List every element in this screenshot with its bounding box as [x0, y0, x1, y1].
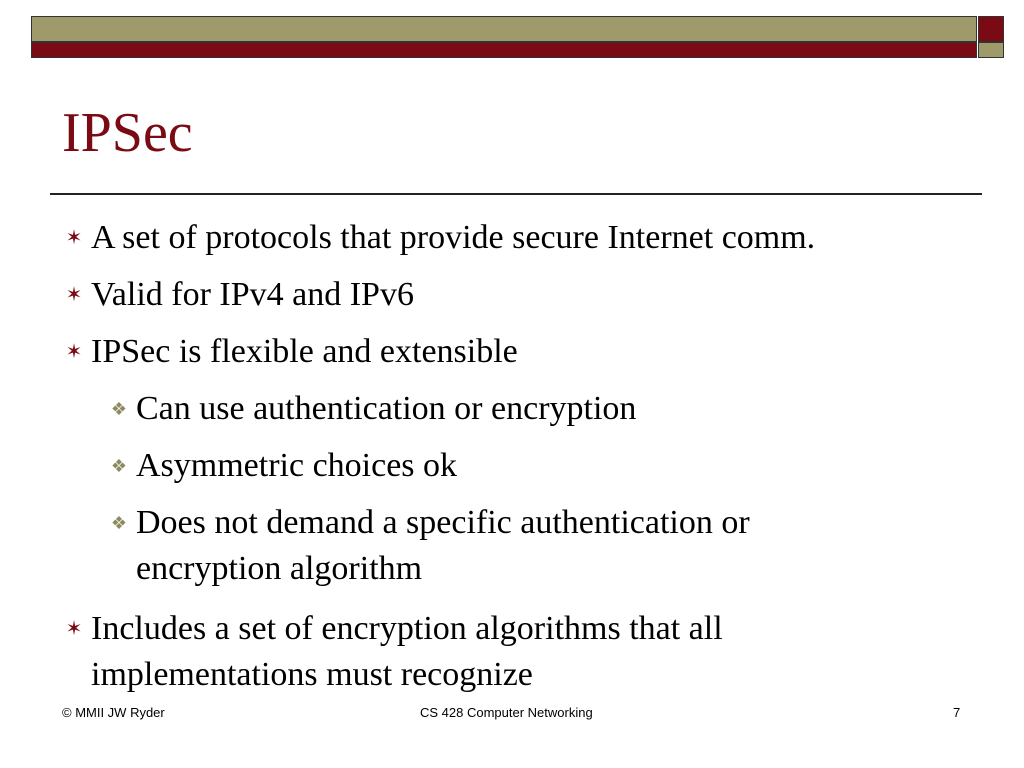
- bullet-text: Does not demand a specific authentication or encryption algorithm: [136, 504, 750, 587]
- star-bullet-icon: ✶: [65, 227, 83, 249]
- sub-bullet-item: [104, 500, 864, 592]
- diamond-bullet-icon: ❖: [110, 399, 128, 419]
- bullet-item: [57, 606, 857, 698]
- star-bullet-icon: ✶: [65, 618, 83, 640]
- footer-page-number: 7: [953, 705, 961, 720]
- footer-course-title: CS 428 Computer Networking: [420, 705, 593, 720]
- title-divider: [50, 193, 982, 195]
- olive-square: [978, 42, 1004, 58]
- maroon-stripe: [31, 42, 977, 58]
- bullet-text: IPSec is flexible and extensible: [91, 333, 518, 370]
- diamond-bullet-icon: ❖: [110, 456, 128, 476]
- olive-stripe: [31, 16, 977, 42]
- star-bullet-icon: ✶: [65, 341, 83, 363]
- star-bullet-icon: ✶: [65, 284, 83, 306]
- sub-bullet-item: [104, 443, 964, 489]
- bullet-item: [57, 215, 957, 261]
- diamond-bullet-icon: ❖: [110, 513, 128, 533]
- bullet-item: [57, 329, 957, 375]
- footer-copyright: © MMII JW Ryder: [62, 705, 165, 720]
- maroon-square: [978, 16, 1004, 42]
- top-decoration-bar: [0, 0, 1024, 62]
- bullet-text: Includes a set of encryption algorithms that all implementations must recognize: [91, 610, 723, 693]
- bullet-text: Can use authentication or encryption: [136, 390, 637, 427]
- bullet-text: Asymmetric choices ok: [136, 447, 458, 484]
- bullet-item: [57, 272, 957, 318]
- sub-bullet-item: [104, 386, 964, 432]
- slide-title: IPSec: [62, 102, 193, 164]
- bullet-text: Valid for IPv4 and IPv6: [91, 276, 414, 313]
- bullet-text: A set of protocols that provide secure Internet comm.: [91, 219, 816, 256]
